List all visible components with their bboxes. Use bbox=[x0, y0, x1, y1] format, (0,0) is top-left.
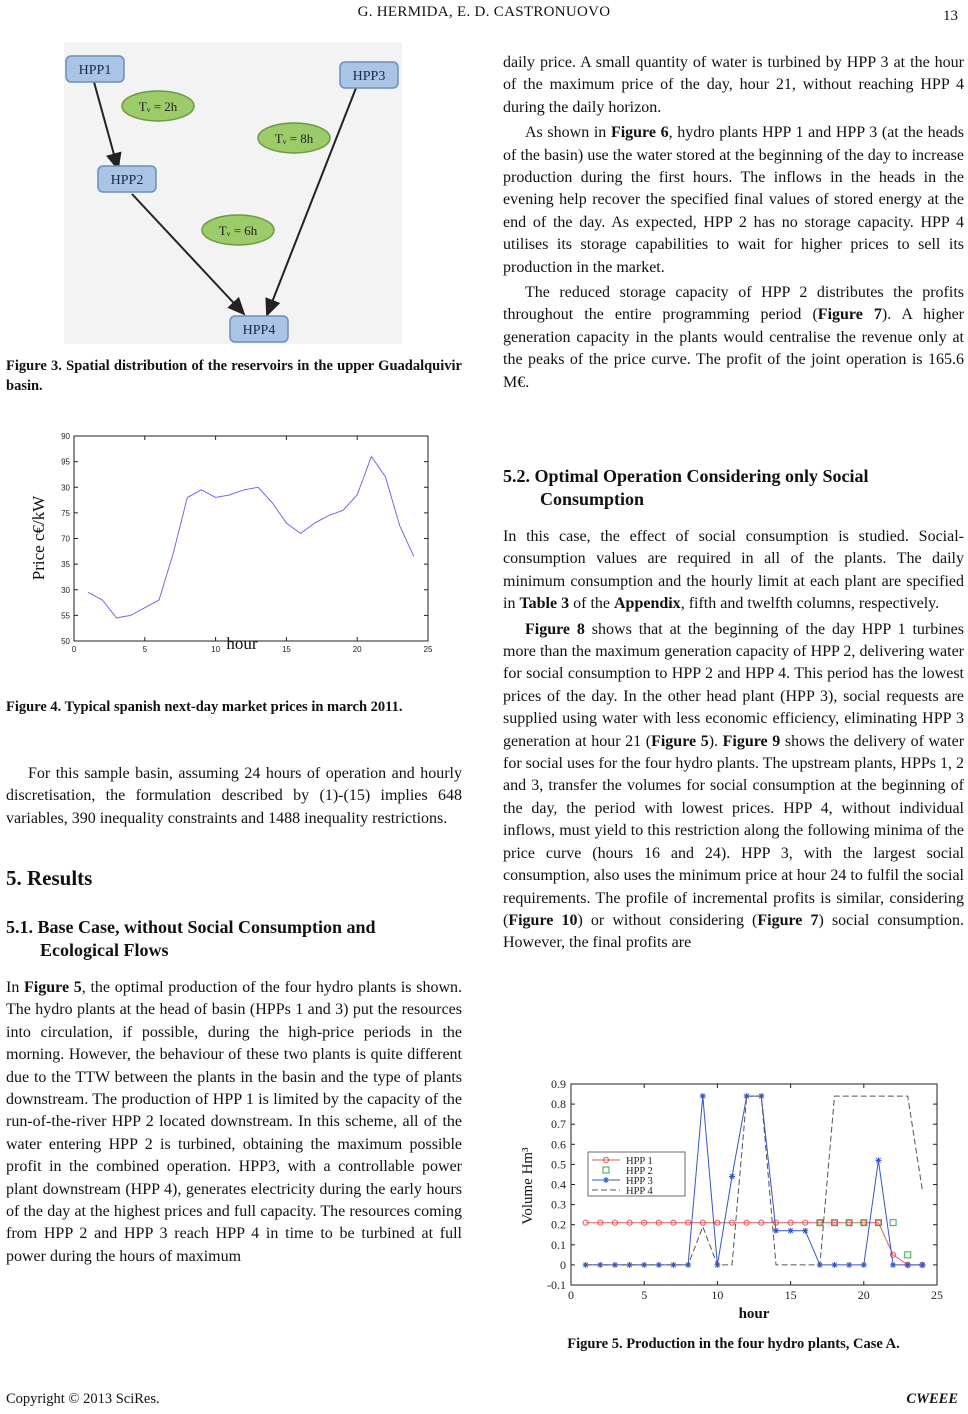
text-span: ). A higher generation capacity in the plants would centralise the revenue only at the peaks of the price curve. The profit of the joint operation is 165.6 M€. bbox=[503, 306, 965, 391]
figure5-xtick-label: 5 bbox=[641, 1288, 648, 1302]
subsection-5-1-heading bbox=[6, 916, 466, 962]
figure5-xtick-label: 15 bbox=[784, 1288, 797, 1302]
node-hpp4-label: HPP4 bbox=[242, 323, 276, 338]
text-span: As shown in bbox=[525, 124, 611, 142]
figure5-ref: Figure 5 bbox=[651, 732, 709, 750]
figure5-legend-label: HPP 4 bbox=[626, 1186, 653, 1197]
left-paragraph-1 bbox=[6, 763, 462, 830]
figure4-chart bbox=[22, 428, 462, 658]
subsection-5-2-line2: Consumption bbox=[540, 489, 645, 509]
figure4-ylabel: Price c€/kW bbox=[29, 495, 48, 581]
paragraph-figure5-discussion bbox=[6, 977, 462, 1268]
figure4-xtick-label: 15 bbox=[281, 645, 291, 654]
figure5-point-hpp-3 bbox=[861, 1262, 867, 1268]
figure5-legend-marker bbox=[603, 1177, 609, 1183]
text-span: ). bbox=[708, 732, 723, 750]
node-hpp2-label: HPP2 bbox=[110, 173, 144, 188]
figure5-xtick-label: 0 bbox=[568, 1288, 574, 1302]
delay-label-3: Tᵥ = 6h bbox=[218, 223, 258, 238]
text-span: , fifth and twelfth columns, respectively. bbox=[680, 595, 940, 613]
text-span: ) or without considering ( bbox=[577, 911, 758, 929]
figure3-caption: Figure 3. Spatial distribution of the reservoirs in the upper Guadalquivir basin. bbox=[6, 358, 462, 394]
figure5-ytick-label: 0.4 bbox=[551, 1177, 566, 1192]
figure5-point-hpp-3 bbox=[788, 1228, 794, 1234]
running-head-authors: G. HERMIDA, E. D. CASTRONUOVO bbox=[357, 4, 611, 20]
figure10-ref: Figure 10 bbox=[508, 911, 578, 929]
figure5-ytick-label: 0 bbox=[560, 1257, 566, 1272]
subsection-5-1-line2: Ecological Flows bbox=[40, 940, 169, 960]
paragraph-figure6 bbox=[503, 122, 964, 279]
left-paragraph-2 bbox=[6, 977, 462, 1268]
figure4-xtick-label: 25 bbox=[423, 645, 433, 654]
figure4-xtick-label: 0 bbox=[71, 645, 77, 654]
figure4-ytick-label: 95 bbox=[61, 457, 70, 467]
text-span: shows the delivery of water for social uses for the four hydro plants. The upstream plants, HPPs 1, 2 and 3, transfer the volumes for social consumption at the beginning of the day, the period with lowest prices. HPP 4, without individual inflows, must yield to this restriction along the following minima of the price curve (hours 16 and 24). HPP 3, with the largest social consumption, also uses the minimum price at hour 24 to fulfil the social requirements. The profile of incremental profits is similar, considering ( bbox=[503, 732, 965, 929]
paragraph-figure7 bbox=[503, 282, 964, 394]
figure4-ytick-label: 30 bbox=[61, 585, 70, 595]
figure5-point-hpp-3 bbox=[802, 1228, 808, 1234]
text-span: The reduced storage capacity of HPP 2 distributes the profits throughout the entire programming period ( bbox=[503, 284, 964, 324]
delay-label-2: Tᵥ = 8h bbox=[274, 131, 314, 146]
figure5-ytick-label: 0.2 bbox=[551, 1217, 566, 1232]
figure4-xlabel: hour bbox=[226, 634, 258, 653]
figure5-ytick-label: -0.1 bbox=[547, 1278, 566, 1292]
figure5-ytick-label: 0.7 bbox=[551, 1117, 566, 1132]
figure4-xtick-label: 20 bbox=[352, 645, 362, 654]
figure4-caption: Figure 4. Typical spanish next-day market prices in march 2011. bbox=[6, 699, 403, 715]
appendix-ref: Appendix bbox=[613, 595, 681, 613]
figure5-ytick-label: 0.6 bbox=[551, 1137, 566, 1152]
paragraph-sample-basin: For this sample basin, assuming 24 hours of operation and hourly discretisation, the formulation described by (1)-(15) implies 648 variables, 390 inequality constraints and 1488 inequality restrictions. bbox=[6, 765, 462, 827]
table3-ref: Table 3 bbox=[519, 595, 570, 613]
figure7-ref: Figure 7 bbox=[817, 306, 882, 324]
figure5-ytick-label: 0.9 bbox=[551, 1078, 566, 1091]
figure5-svg bbox=[516, 1078, 956, 1322]
figure4-ytick-label: 35 bbox=[61, 560, 70, 570]
node-hpp3-label: HPP3 bbox=[352, 69, 386, 84]
figure4-xtick-label: 5 bbox=[142, 645, 148, 654]
figure5-legend-label: HPP 1 bbox=[626, 1156, 653, 1167]
figure5-ytick-label: 0.1 bbox=[551, 1237, 566, 1252]
right-column-bottom bbox=[503, 526, 964, 955]
text-span: In bbox=[6, 979, 25, 996]
figure5-point-hpp-3 bbox=[919, 1262, 925, 1268]
figure4-ytick-label: 30 bbox=[61, 483, 70, 493]
figure5-point-hpp-3 bbox=[773, 1228, 779, 1234]
node-hpp1-label: HPP1 bbox=[78, 63, 112, 78]
figure4-xtick-label: 10 bbox=[211, 645, 221, 654]
figure7-ref: Figure 7 bbox=[757, 911, 819, 929]
paragraph-figure8 bbox=[503, 619, 964, 955]
subsection-5-2-line1: 5.2. Optimal Operation Considering only Social bbox=[503, 466, 869, 486]
text-span: of the bbox=[569, 595, 614, 613]
figure5-ylabel: Volume Hm³ bbox=[520, 1147, 536, 1225]
figure4-svg bbox=[22, 428, 462, 658]
subsection-5-2-heading bbox=[503, 465, 964, 511]
figure5-point-hpp-3 bbox=[700, 1093, 706, 1099]
figure5-ytick-label: 0.8 bbox=[551, 1097, 566, 1112]
figure5-ref: Figure 5 bbox=[24, 979, 82, 996]
figure4-ytick-label: 55 bbox=[61, 611, 70, 621]
paragraph-daily-price: daily price. A small quantity of water is turbined by HPP 3 at the hour of the maximum price of the day, hour 21, without reaching HPP 4 during the daily horizon. bbox=[503, 54, 964, 116]
figure4-ytick-label: 70 bbox=[61, 534, 70, 544]
figure5-point-hpp-3 bbox=[875, 1157, 881, 1163]
figure5-xlabel: hour bbox=[738, 1306, 770, 1322]
figure4-ytick-label: 90 bbox=[61, 432, 70, 441]
delay-label-1: Tᵥ = 2h bbox=[138, 99, 178, 114]
figure5-legend-label: HPP 2 bbox=[626, 1166, 653, 1177]
text-span: ) social consumption. However, the final profits are bbox=[503, 911, 965, 952]
right-column-top bbox=[503, 52, 964, 394]
figure9-ref: Figure 9 bbox=[722, 732, 781, 750]
figure5-caption: Figure 5. Production in the four hydro plants, Case A. bbox=[567, 1336, 900, 1352]
figure5-ytick-label: 0.5 bbox=[551, 1157, 566, 1172]
figure5-point-hpp-3 bbox=[729, 1173, 735, 1179]
paragraph-social-consumption bbox=[503, 526, 964, 616]
figure8-ref: Figure 8 bbox=[525, 620, 585, 638]
figure5-point-hpp-3 bbox=[905, 1262, 911, 1268]
figure5-point-hpp-3 bbox=[890, 1262, 896, 1268]
figure5-legend-label: HPP 3 bbox=[626, 1176, 653, 1187]
figure5-legend bbox=[588, 1152, 685, 1197]
figure5-xtick-label: 25 bbox=[931, 1288, 943, 1302]
figure5-ytick-label: 0.3 bbox=[551, 1197, 566, 1212]
footer-copyright: Copyright © 2013 SciRes. bbox=[6, 1391, 160, 1407]
footer-journal: CWEEE bbox=[906, 1391, 958, 1407]
subsection-5-1-line1: 5.1. Base Case, without Social Consumption and bbox=[6, 917, 376, 937]
figure5-point-hpp-3 bbox=[846, 1262, 852, 1268]
figure6-ref: Figure 6 bbox=[610, 124, 669, 142]
figure4-ytick-label: 50 bbox=[61, 637, 70, 646]
figure4-axes-box bbox=[74, 436, 428, 641]
figure5-chart bbox=[516, 1078, 956, 1322]
text-span: In this case, the effect of social consumption is studied. Social-consumption values are required in all of the plants. The daily minimum consumption and the hourly limit at each plant are specified in bbox=[503, 528, 964, 613]
figure3-diagram bbox=[64, 42, 402, 344]
figure5-xtick-label: 20 bbox=[857, 1288, 870, 1302]
text-span: , the optimal production of the four hydro plants is shown. The hydro plants at the head of basin (HPPs 1 and 3) put the resources into circulation, if possible, during the high-price periods in the morning. However, the behaviour of these two plants is quite different due to the TTW between the plants in the basin and the type of plants downstream. The production of HPP 1 is limited by the capacity of the run-of-the-river HPP 2 located downstream. In this scheme, all of the water entering HPP 2 is turbined, obtaining the maximum possible profit in the combined operation. HPP3, with a controllable power plant downstream (HPP 4), generates electricity during the early hours of the day at the highest prices and full capacity. The resources coming from HPP 2 and HPP 3 reach HPP 4 in time to be turbined at full power during the hours of maximum bbox=[6, 979, 463, 1265]
section-5-heading: 5. Results bbox=[6, 866, 93, 890]
figure3-svg bbox=[64, 42, 402, 344]
text-span: , hydro plants HPP 1 and HPP 3 (at the heads of the basin) use the water stored at the beginning of the day to increase production during the first hours. The inflows in the heads in the evening help recover the specified final values of stored energy at the end of the day. As expected, HPP 2 has no storage capacity. HPP 4 utilises its storage capabilities to wait for higher prices to sell its production in the market. bbox=[503, 124, 965, 276]
page-number: 13 bbox=[943, 8, 958, 24]
figure5-point-hpp-3 bbox=[832, 1262, 838, 1268]
figure5-xtick-label: 10 bbox=[711, 1288, 724, 1302]
figure4-ytick-label: 75 bbox=[61, 508, 70, 518]
text-span: shows that at the beginning of the day HPP 1 turbines more than the maximum generation capacity of HPP 2, delivering water for social consumption to HPP 2 and HPP 4. This period has the lowest prices of the day. In the other head plant (HPP 3), social requests are supplied using water with less economic efficiency, eliminating HPP 3 generation at hour 21 ( bbox=[503, 620, 964, 750]
